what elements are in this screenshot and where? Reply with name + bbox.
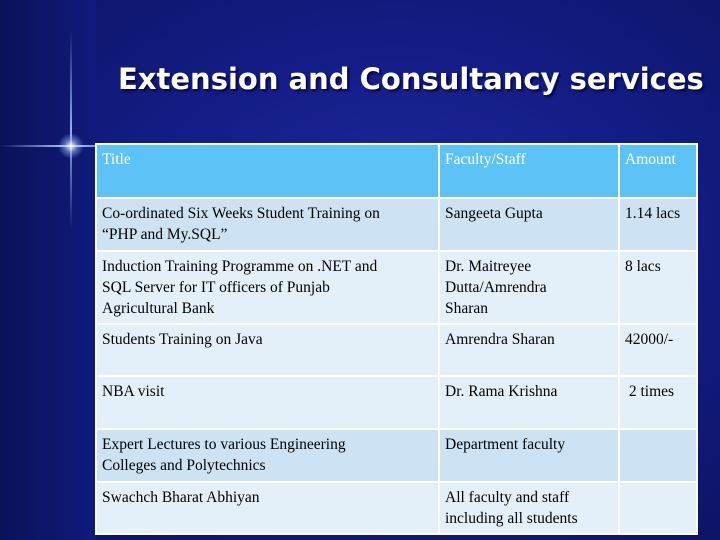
cell-title-line: “PHP and My.SQL” (102, 226, 228, 243)
cell-title-line: Students Training on Java (102, 331, 263, 348)
table-row (96, 198, 697, 251)
cell-faculty (439, 376, 619, 429)
cell-faculty-line: Dr. Maitreyee (445, 258, 532, 275)
header-faculty: Faculty/Staff (439, 144, 619, 198)
cell-title-line: NBA visit (102, 383, 165, 400)
table-row (96, 376, 697, 429)
table-header-row (96, 144, 697, 198)
cell-faculty-line: Dutta/Amrendra (445, 279, 547, 296)
cell-title (96, 324, 439, 376)
header-amount: Amount (619, 144, 697, 198)
cell-faculty-line: Sharan (445, 300, 489, 317)
cell-title-line: Induction Training Programme on .NET and (102, 258, 378, 275)
cell-faculty (439, 429, 619, 482)
cell-title-line: Expert Lectures to various Engineering (102, 436, 346, 453)
cell-title (96, 251, 439, 324)
cell-amount: 1.14 lacs (619, 198, 697, 251)
cell-title-line: Agricultural Bank (102, 300, 215, 317)
cell-amount: 8 lacs (619, 251, 697, 324)
cell-title (96, 429, 439, 482)
cell-title-line: Colleges and Polytechnics (102, 457, 266, 474)
cell-title (96, 198, 439, 251)
cell-faculty (439, 198, 619, 251)
cell-amount (619, 429, 697, 482)
header-title: Title (96, 144, 439, 198)
table-row (96, 429, 697, 482)
cell-faculty (439, 324, 619, 376)
table-row (96, 324, 697, 376)
slide-title: Extension and Consultancy services (118, 62, 704, 96)
cell-title (96, 376, 439, 429)
cell-title-line: Swachch Bharat Abhiyan (102, 489, 260, 506)
cell-faculty-line: Amrendra Sharan (445, 331, 555, 348)
services-table (95, 143, 698, 535)
cell-amount: 42000/- (619, 324, 697, 376)
cell-amount: 2 times (619, 376, 697, 429)
cell-faculty-line: All faculty and staff (445, 489, 570, 506)
table-row (96, 482, 697, 534)
slide-left-band (0, 0, 96, 540)
cell-faculty-line: Dr. Rama Krishna (445, 383, 558, 400)
cell-title-line: Co-ordinated Six Weeks Student Training on (102, 205, 380, 222)
decorative-light-flare (58, 133, 84, 159)
table-row (96, 251, 697, 324)
cell-faculty (439, 251, 619, 324)
cell-faculty (439, 482, 619, 534)
cell-faculty-line: Department faculty (445, 436, 566, 453)
cell-faculty-line: Sangeeta Gupta (445, 205, 543, 222)
cell-title (96, 482, 439, 534)
cell-faculty-line: including all students (445, 510, 578, 527)
decorative-vertical-line (70, 30, 72, 230)
cell-amount (619, 482, 697, 534)
cell-title-line: SQL Server for IT officers of Punjab (102, 279, 330, 296)
